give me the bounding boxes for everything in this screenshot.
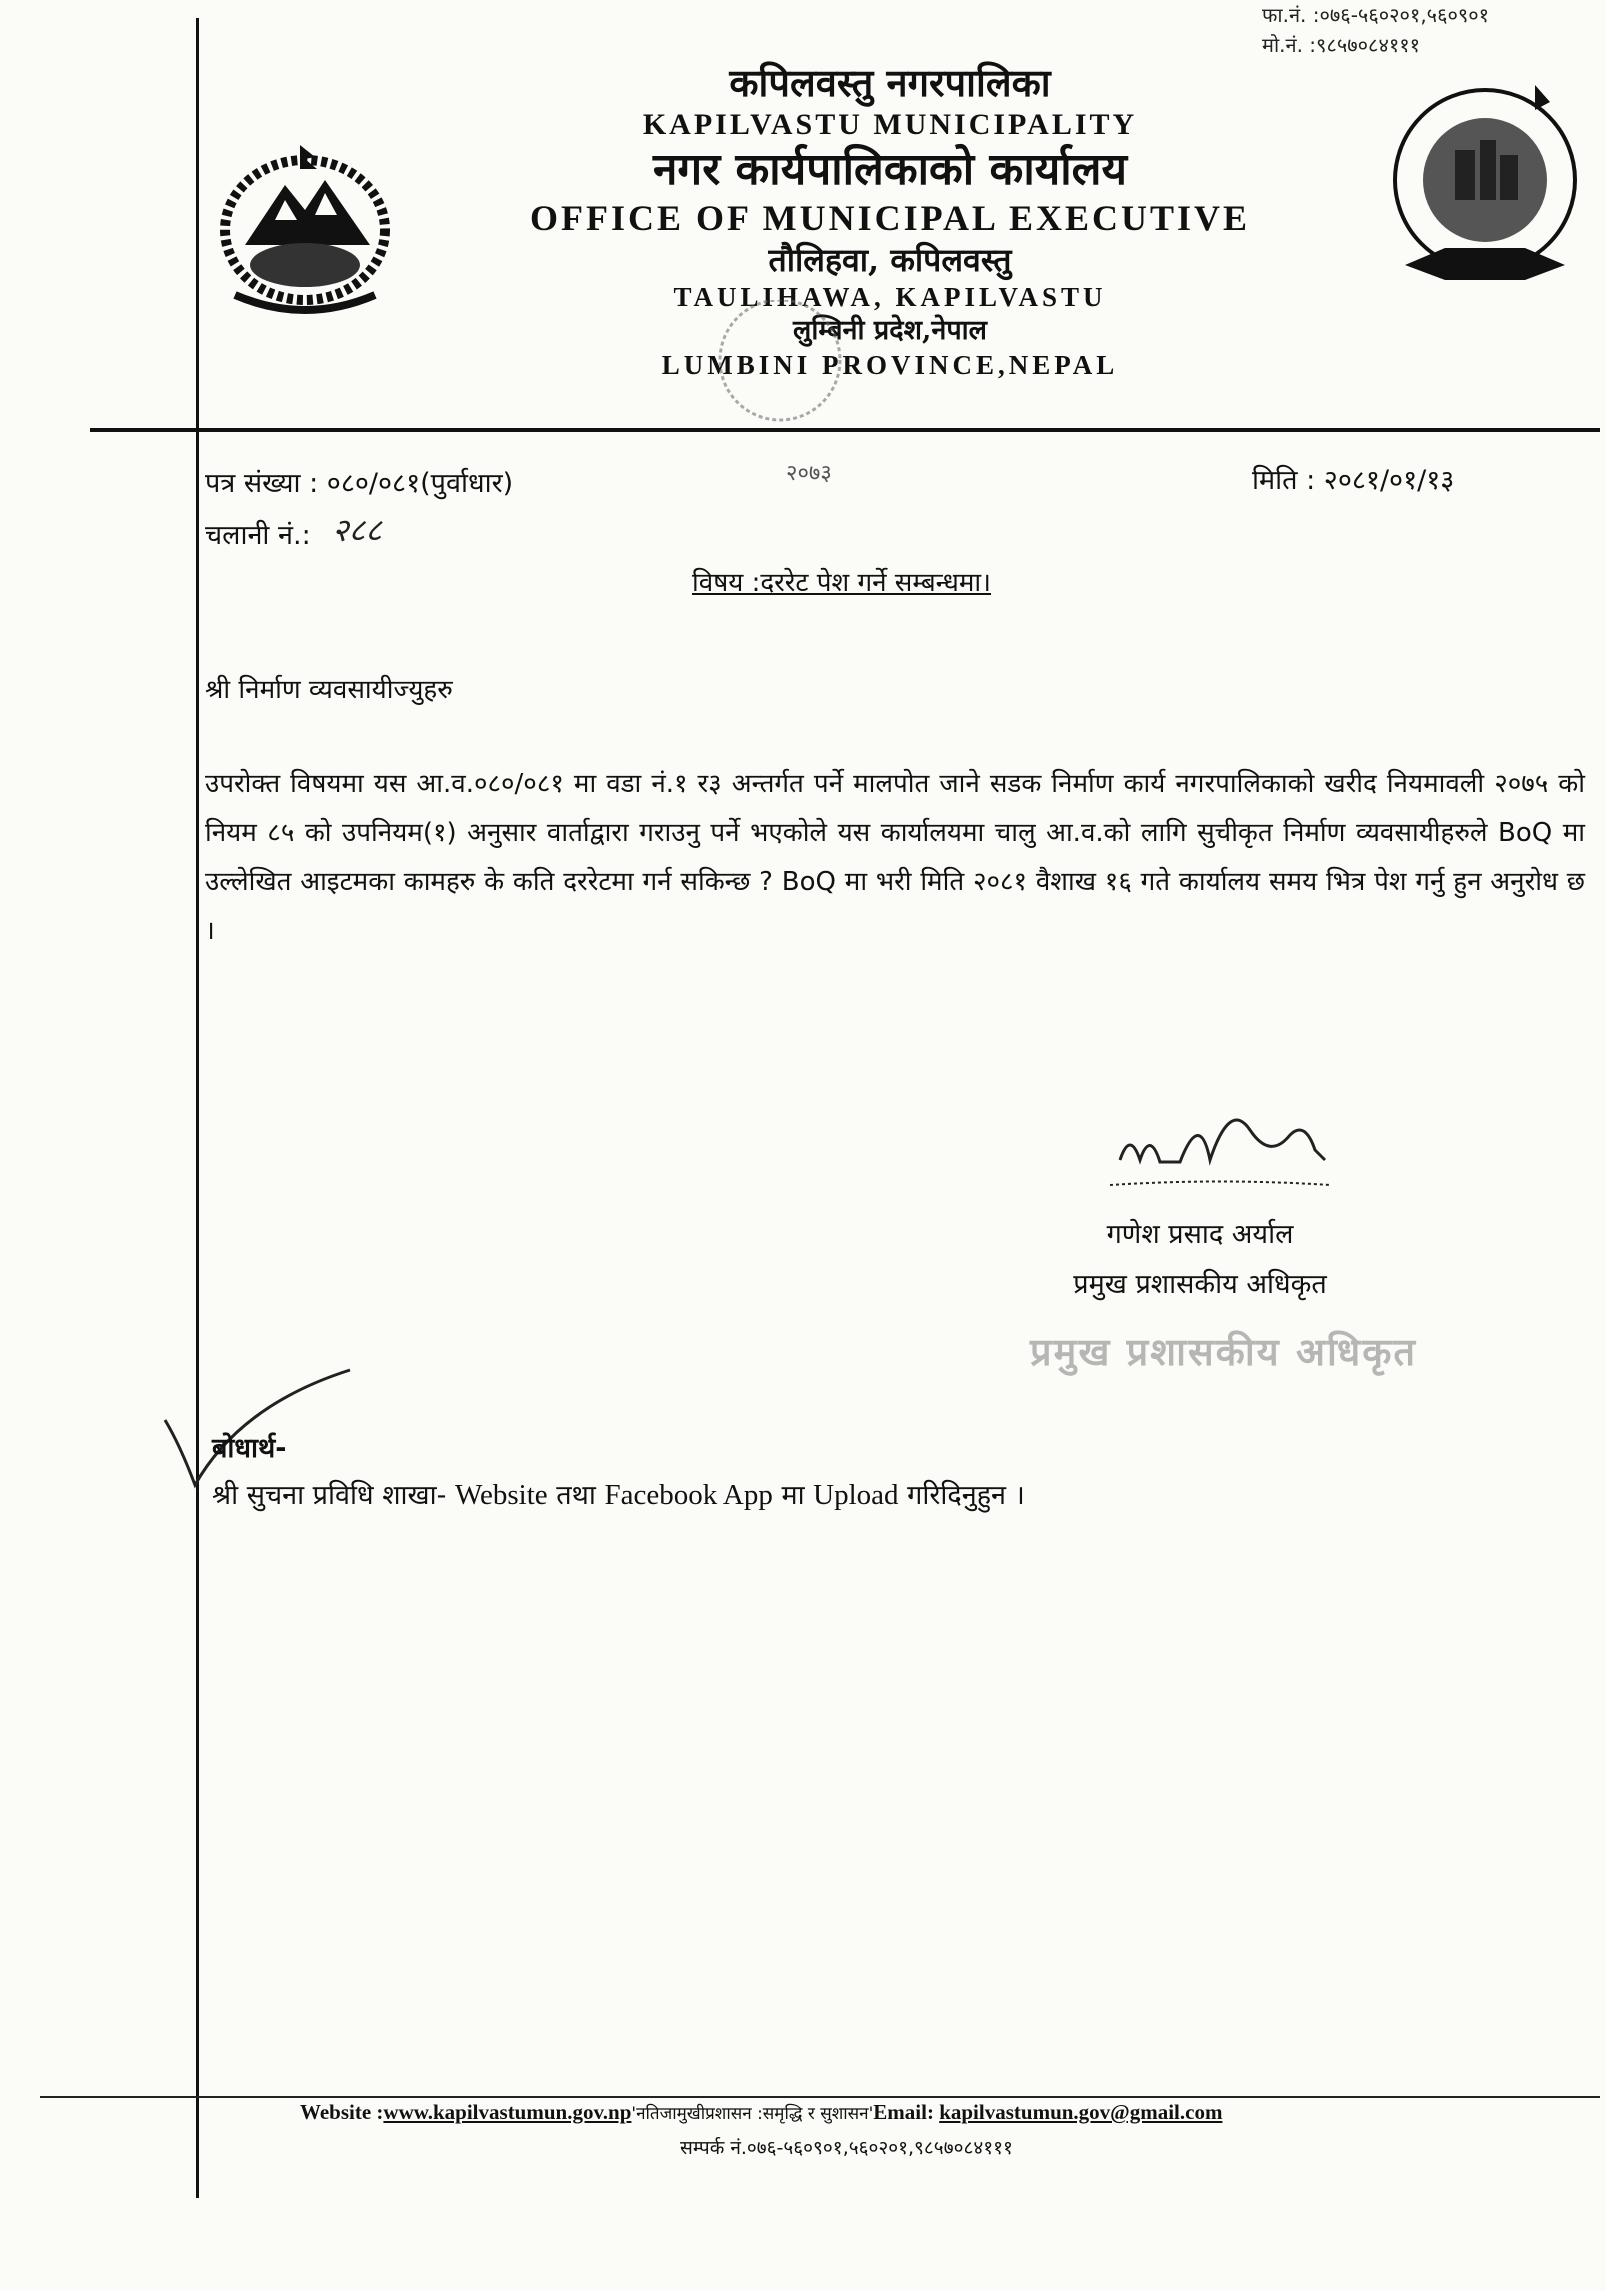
signatory-name: गणेश प्रसाद अर्याल bbox=[1106, 1219, 1294, 1250]
cc-suffix: गरिदिनुहुन । bbox=[907, 1480, 1025, 1511]
footer-website-label: Website : bbox=[300, 2100, 384, 2124]
margin-rule bbox=[196, 18, 199, 2198]
location-np: तौलिहवा, कपिलवस्तु bbox=[768, 241, 1012, 279]
reference-number: पत्र संख्या : ०८०/०८१(पुर्वाधार) bbox=[205, 468, 514, 499]
dispatch-number: २८८ bbox=[332, 511, 382, 549]
cc-upload: Upload bbox=[813, 1479, 899, 1511]
cc-ma: मा bbox=[781, 1480, 805, 1511]
contact-numbers bbox=[1262, 0, 1489, 60]
footer-contact: सम्पर्क नं.०७६-५६०९०१,५६०२०१,९८५७०८४१११ bbox=[680, 2137, 1013, 2159]
salutation: श्री निर्माण व्यवसायीज्युहरु bbox=[205, 675, 453, 705]
footer-slogan: 'नतिजामुखीप्रशासन :समृद्धि र सुशासन' bbox=[631, 2104, 874, 2124]
cc-line bbox=[212, 1475, 1025, 1512]
footer-email-link[interactable]: kapilvastumun.gov@gmail.com bbox=[939, 2100, 1223, 2124]
letter-date: मिति : २०८१/०१/१३ bbox=[1252, 465, 1455, 496]
cc-website: Website bbox=[454, 1479, 548, 1511]
signatory-title: प्रमुख प्रशासकीय अधिकृत bbox=[1073, 1269, 1327, 1300]
municipality-name-np: कपिलवस्तु नगरपालिका bbox=[729, 60, 1051, 105]
fax-number: फा.नं. :०७६-५६०२०१,५६०९०१ bbox=[1262, 3, 1490, 27]
stamp-year: २०७३ bbox=[786, 461, 832, 486]
footer-website-link[interactable]: www.kapilvastumun.gov.np bbox=[383, 2100, 632, 2124]
footer-email-label: Email: bbox=[873, 2100, 934, 2124]
cc-tatha: तथा bbox=[556, 1480, 596, 1511]
dispatch-label: चलानी नं.: bbox=[205, 520, 311, 551]
province-np: लुम्बिनी प्रदेश,नेपाल bbox=[793, 315, 987, 346]
signature-icon bbox=[1100, 1090, 1340, 1200]
letter-body: उपरोक्त विषयमा यस आ.व.०८०/०८१ मा वडा नं.१ र३ अन्तर्गत पर्ने मालपोत जाने सडक निर्माण कार्य नगरपालिकाको खरीद नियमावली २०७५ को नियम ८५ को उपनियम(१) अनुसार वार्ताद्वारा गराउनु पर्ने भएकोले यस कार्यालयमा चालु आ.व.को लागि सुचीकृत निर्माण व्यवसायीहरुले BoQ मा उल्लेखित आइटमका कामहरु के कति दररेटमा गर्न सकिन्छ ? BoQ मा भरी मिति २०८१ वैशाख १६ गते कार्यालय समय भित्र पेश गर्नु हुन अनुरोध छ । bbox=[205, 769, 1585, 946]
municipality-seal-icon bbox=[1385, 80, 1585, 290]
office-name-en: OFFICE OF MUNICIPAL EXECUTIVE bbox=[529, 198, 1251, 238]
municipality-name-en: KAPILVASTU MUNICIPALITY bbox=[642, 108, 1138, 141]
cc-recipient: श्री सुचना प्रविधि शाखा- bbox=[212, 1480, 447, 1511]
footer-divider bbox=[40, 2096, 1600, 2098]
location-en: TAULIHAWA, KAPILVASTU bbox=[673, 282, 1107, 312]
footer-line bbox=[300, 2100, 1560, 2125]
letter-subject: विषय :दररेट पेश गर्ने सम्बन्धमा। bbox=[692, 568, 992, 598]
designation-stamp: प्रमुख प्रशासकीय अधिकृत bbox=[1030, 1330, 1418, 1374]
signatory bbox=[1060, 1210, 1340, 1310]
cc-facebook: Facebook App bbox=[604, 1479, 773, 1511]
cc-label: बोधार्थ- bbox=[212, 1433, 287, 1464]
office-round-stamp bbox=[650, 300, 910, 500]
nepal-emblem-icon bbox=[205, 125, 405, 325]
mobile-number: मो.नं. :९८५७०८४१११ bbox=[1262, 33, 1421, 57]
province-en: LUMBINI PROVINCE,NEPAL bbox=[661, 350, 1119, 380]
office-name-np: नगर कार्यपालिकाको कार्यालय bbox=[653, 144, 1127, 195]
header-divider bbox=[90, 428, 1600, 432]
